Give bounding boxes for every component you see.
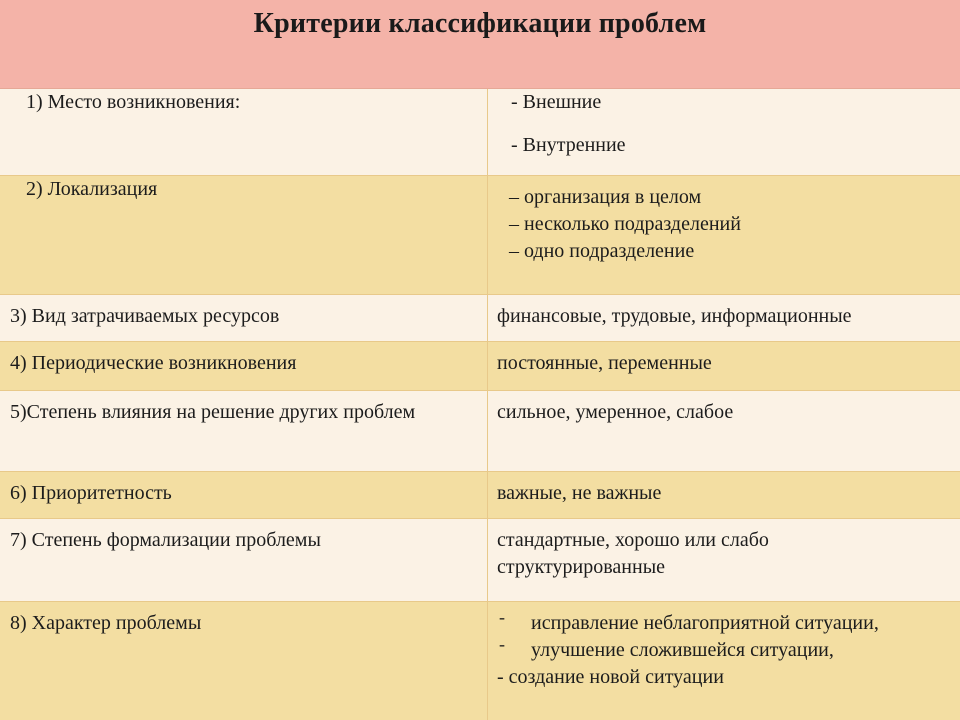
value-text: - создание новой ситуации <box>497 666 724 688</box>
criterion-cell <box>0 602 488 720</box>
criterion-text: 2) Локализация <box>26 178 158 200</box>
values-cell <box>489 602 960 720</box>
table-row <box>0 89 960 176</box>
criterion-cell <box>0 391 488 471</box>
criterion-text: 7) Степень формализации проблемы <box>10 529 321 551</box>
values-cell <box>489 519 960 601</box>
dash-bullet-icon: - <box>499 607 505 627</box>
dash-bullet-icon: - <box>499 634 505 654</box>
values-list <box>497 607 959 691</box>
criterion-text: 3) Вид затрачиваемых ресурсов <box>10 305 280 327</box>
value-text: улучшение сложившейся ситуации, <box>531 639 834 661</box>
table-row <box>0 176 960 295</box>
value-text: финансовые, трудовые, информационные <box>497 305 852 327</box>
values-cell <box>489 89 960 175</box>
criterion-cell <box>0 176 488 294</box>
table-row <box>0 295 960 342</box>
value-text: стандартные, хорошо или слабо структурированные <box>497 529 769 578</box>
values-list <box>509 184 741 265</box>
criterion-cell <box>0 472 488 518</box>
list-item <box>497 634 959 664</box>
criterion-cell <box>0 519 488 601</box>
table-row <box>0 519 960 602</box>
criterion-text: 4) Периодические возникновения <box>10 352 297 374</box>
value-text: сильное, умеренное, слабое <box>497 401 734 423</box>
value-text: исправление неблагоприятной ситуации, <box>531 612 879 634</box>
criterion-text: 8) Характер проблемы <box>10 612 202 634</box>
criterion-cell <box>0 295 488 341</box>
table-row <box>0 472 960 519</box>
values-cell <box>489 295 960 341</box>
value-text: – одно подразделение <box>509 240 695 262</box>
values-cell <box>489 472 960 518</box>
value-text: - Внешние <box>511 91 602 113</box>
values-cell <box>489 391 960 471</box>
value-text: важные, не важные <box>497 482 662 504</box>
criterion-cell <box>0 342 488 390</box>
values-cell <box>489 176 960 294</box>
title-banner <box>0 0 960 89</box>
criterion-text: 1) Место возникновения: <box>26 91 241 113</box>
table-row <box>0 391 960 472</box>
value-text: постоянные, переменные <box>497 352 712 374</box>
value-text: – организация в целом <box>509 186 702 208</box>
values-cell <box>489 342 960 390</box>
list-item <box>497 607 959 637</box>
page-title: Критерии классификации проблем <box>253 8 707 39</box>
table-row <box>0 342 960 391</box>
criterion-cell <box>0 89 488 175</box>
table-row <box>0 602 960 720</box>
criterion-text: 5)Степень влияния на решение других проблем <box>10 401 416 423</box>
value-text: – несколько подразделений <box>509 213 741 235</box>
value-text: - Внутренние <box>511 134 626 156</box>
criterion-text: 6) Приоритетность <box>10 482 172 504</box>
